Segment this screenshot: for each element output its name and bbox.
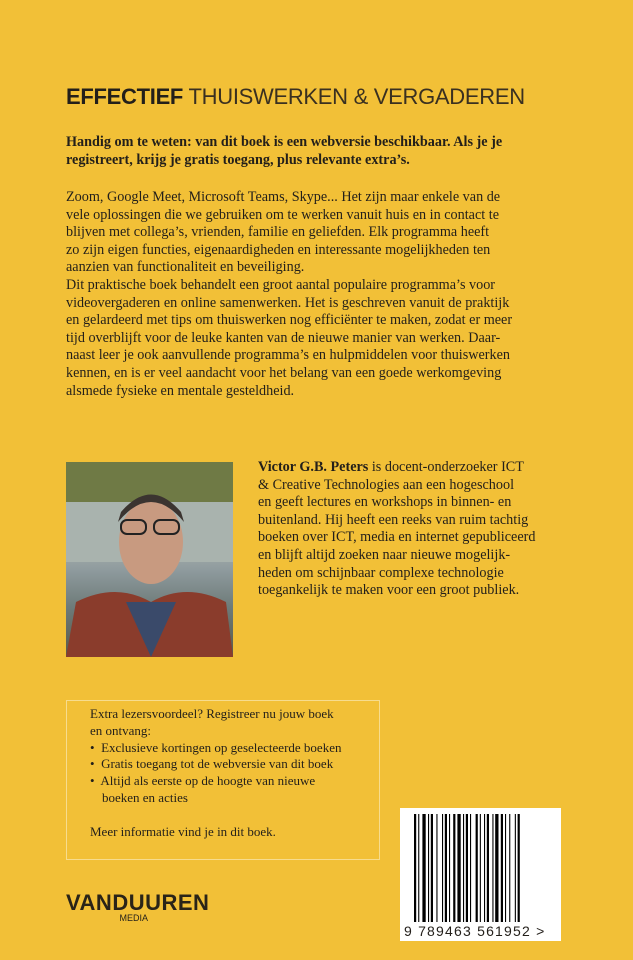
body-line: aanzien van functionaliteit en beveiliging.: [66, 259, 305, 276]
body-line: naast leer je ook aanvullende programma’s en hulpmiddelen voor thuiswerken: [66, 347, 511, 364]
title-bold: EFFECTIEF: [66, 84, 184, 109]
bullet-item: • Gratis toegang tot de webversie van dit boek: [90, 756, 334, 772]
description-text: [66, 189, 512, 400]
isbn-number: 9 789463 561952 >: [404, 923, 546, 939]
barcode-bars: [414, 814, 550, 922]
body-line: vele oplossingen die we gebruiken om te werken vanuit huis en in contact te: [66, 206, 499, 223]
bio-line: heden om schijnbaar complexe technologie: [258, 564, 504, 581]
bio-line: toegankelijk te maken voor een groot publiek.: [258, 582, 520, 599]
intro-line: registreert, krijg je gratis toegang, plus relevante extra’s.: [66, 151, 410, 168]
body-line: tijd overblijft voor de leuke kanten van de nieuwe manier van werken. Daar-: [66, 329, 501, 346]
title-light: THUISWERKEN & VERGADEREN: [188, 84, 525, 109]
author-photo: [66, 462, 233, 657]
author-bio: [258, 459, 535, 600]
bullet-text: boeken en acties: [102, 789, 188, 805]
bio-line: buitenland. Hij heeft een reeks van ruim tachtig: [258, 511, 529, 528]
body-line: videovergaderen en online samenwerken. Het is geschreven vanuit de praktijk: [66, 294, 510, 311]
isbn-barcode: [400, 808, 561, 941]
bio-line: boeken over ICT, media en internet gepubliceerd: [258, 529, 536, 546]
bullet-text: Altijd als eerste op de hoogte van nieuwe: [100, 773, 316, 789]
book-title: [66, 84, 525, 110]
body-line: kennen, en is er veel aandacht voor het belang van een goede werkomgeving: [66, 364, 502, 381]
bio-line: en blijft altijd zoeken naar nieuwe mogelijk-: [258, 546, 511, 563]
body-line: alsmede fysieke en mentale gesteldheid.: [66, 382, 295, 399]
bullet-text: Exclusieve kortingen op geselecteerde boeken: [101, 739, 342, 755]
intro-text: [66, 134, 502, 169]
bullet-text: Gratis toegang tot de webversie van dit boek: [101, 756, 334, 772]
publisher-sub: MEDIA: [119, 913, 148, 923]
box-line: Extra lezersvoordeel? Registreer nu jouw boek: [90, 706, 334, 721]
publisher-logo: [66, 890, 209, 923]
bullet-item: • Altijd als eerste op de hoogte van nieuwe: [90, 773, 316, 789]
body-line: zo zijn eigen functies, eigenaardigheden en interessante mogelijkheden ten: [66, 241, 491, 258]
author-name: Victor G.B. Peters: [258, 459, 369, 475]
box-footer: Meer informatie vind je in dit boek.: [90, 823, 276, 839]
intro-line: Handig om te weten: van dit boek is een webversie beschikbaar. Als je je: [66, 134, 503, 150]
body-line: blijven met collega’s, vrienden, familie en geliefden. Elk programma heeft: [66, 224, 490, 241]
body-line: en gelardeerd met tips om thuiswerken nog efficiënter te maken, zodat er meer: [66, 312, 513, 329]
reader-benefits-text: [90, 706, 341, 840]
body-line: Zoom, Google Meet, Microsoft Teams, Skype... Het zijn maar enkele van de: [66, 189, 501, 205]
bio-line: & Creative Technologies aan een hogeschool: [258, 476, 515, 493]
bio-line: is docent-onderzoeker ICT: [368, 459, 524, 475]
bullet-item: • Exclusieve kortingen op geselecteerde boeken: [90, 739, 342, 755]
bio-line: en geeft lectures en workshops in binnen- en: [258, 494, 512, 511]
body-line: Dit praktische boek behandelt een groot aantal populaire programma’s voor: [66, 276, 496, 293]
box-line: en ontvang:: [90, 722, 152, 738]
publisher-name: VANDUUREN: [66, 890, 210, 915]
